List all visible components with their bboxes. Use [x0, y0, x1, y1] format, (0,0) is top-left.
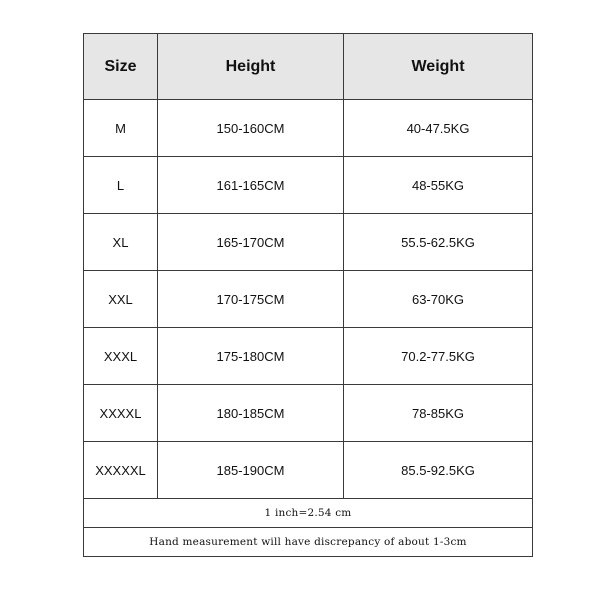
table-row — [84, 100, 533, 157]
discrepancy-note-row — [84, 528, 533, 557]
size-cell: XXXXXL — [84, 442, 158, 499]
header-size: Size — [84, 34, 158, 100]
height-cell: 165-170CM — [158, 214, 344, 271]
weight-cell: 63-70KG — [344, 271, 533, 328]
weight-cell: 55.5-62.5KG — [344, 214, 533, 271]
height-cell: 150-160CM — [158, 100, 344, 157]
table-row — [84, 328, 533, 385]
conversion-note: 1 inch=2.54 cm — [84, 499, 533, 528]
height-cell: 175-180CM — [158, 328, 344, 385]
table-row — [84, 385, 533, 442]
height-cell: 180-185CM — [158, 385, 344, 442]
weight-cell: 40-47.5KG — [344, 100, 533, 157]
size-cell: L — [84, 157, 158, 214]
discrepancy-note: Hand measurement will have discrepancy of about 1-3cm — [84, 528, 533, 557]
table-row — [84, 214, 533, 271]
size-chart-table — [83, 33, 533, 557]
weight-cell: 48-55KG — [344, 157, 533, 214]
table-row — [84, 157, 533, 214]
conversion-note-row — [84, 499, 533, 528]
header-weight: Weight — [344, 34, 533, 100]
size-cell: XXXL — [84, 328, 158, 385]
size-cell: M — [84, 100, 158, 157]
height-cell: 185-190CM — [158, 442, 344, 499]
table-row — [84, 271, 533, 328]
size-cell: XXL — [84, 271, 158, 328]
height-cell: 170-175CM — [158, 271, 344, 328]
header-row — [84, 34, 533, 100]
table-row — [84, 442, 533, 499]
height-cell: 161-165CM — [158, 157, 344, 214]
weight-cell: 85.5-92.5KG — [344, 442, 533, 499]
header-height: Height — [158, 34, 344, 100]
size-cell: XL — [84, 214, 158, 271]
weight-cell: 70.2-77.5KG — [344, 328, 533, 385]
weight-cell: 78-85KG — [344, 385, 533, 442]
size-cell: XXXXL — [84, 385, 158, 442]
